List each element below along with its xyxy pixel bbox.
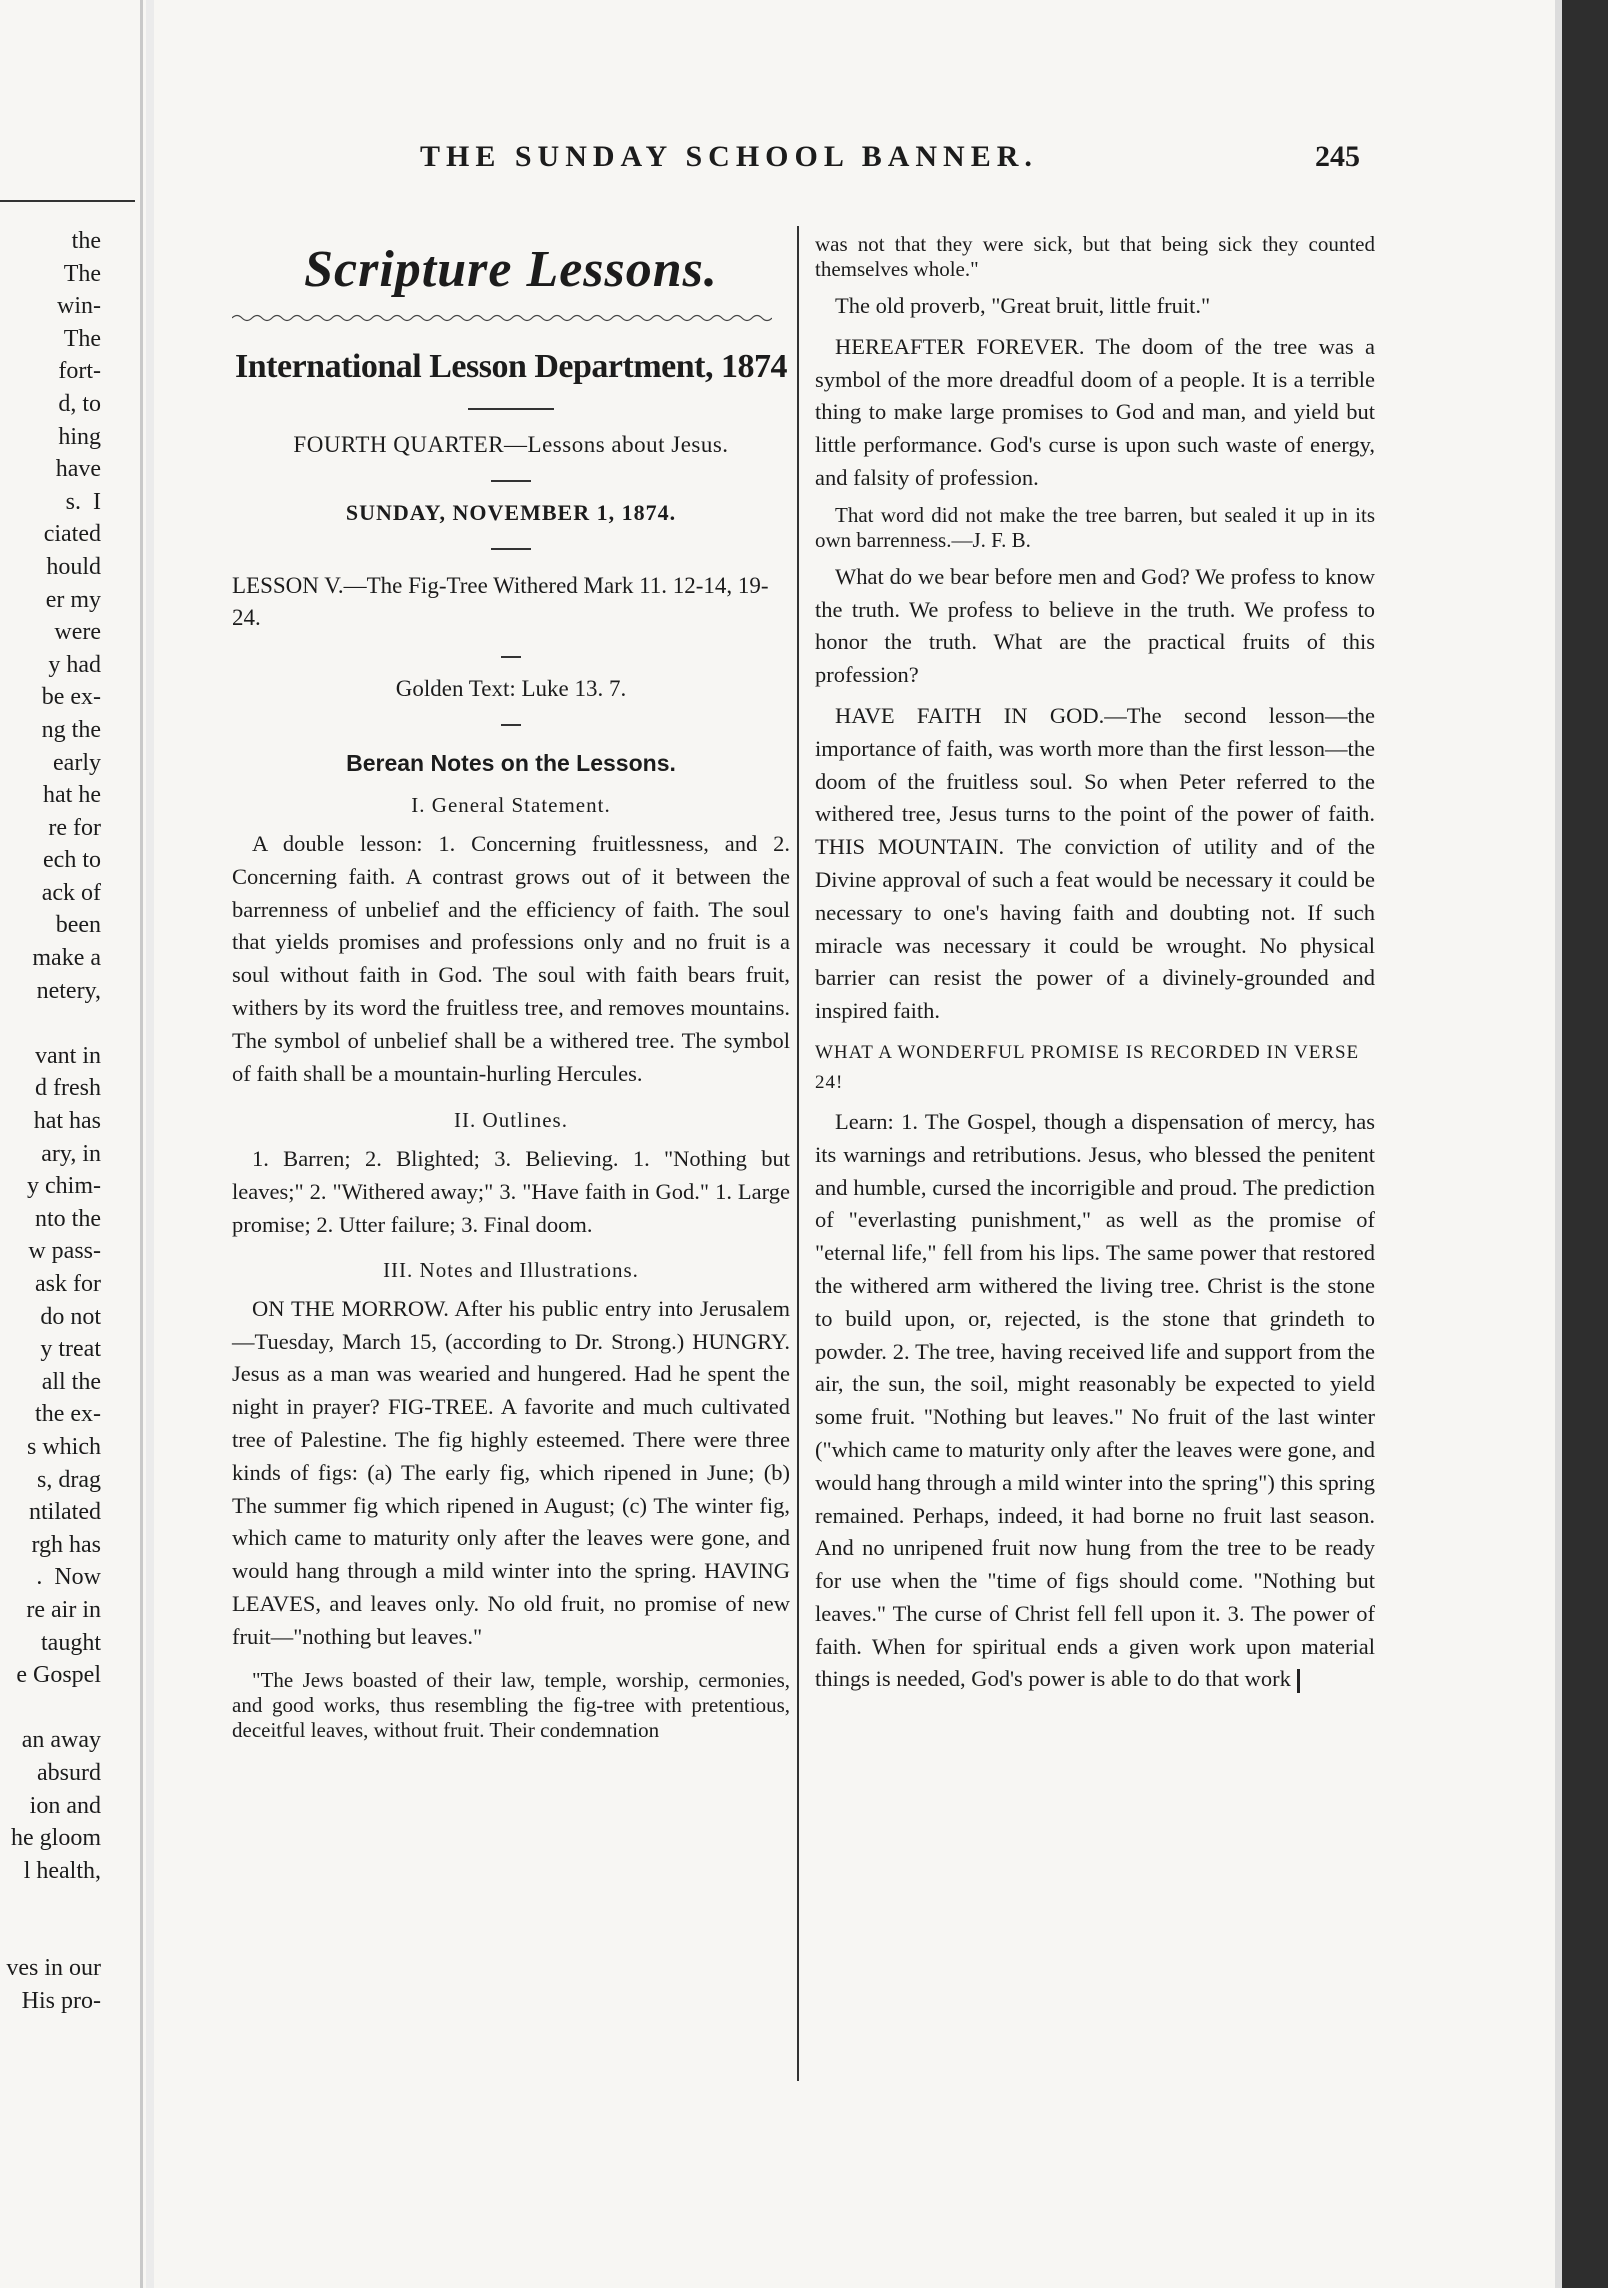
previous-page-line: the ex-: [35, 1401, 101, 1428]
profession-paragraph: What do we bear before men and God? We profess to know the truth. We profess to believe in the truth. We profess to honor the truth. What are the practical fruits of this profession?: [815, 563, 1375, 688]
previous-page-line: The: [63, 260, 101, 287]
previous-page-line: were: [54, 619, 101, 646]
previous-page-line: er my: [45, 586, 101, 613]
lesson-title: LESSON V.—The Fig-Tree Withered Mark 11. 12-14, 19-24.: [232, 573, 769, 630]
previous-page-line: been: [55, 912, 101, 939]
general-statement-paragraph: A double lesson: 1. Concerning fruitlessness, and 2. Concerning faith. A contrast grows out of it between the barrenness of unbelief and the efficiency of faith. The soul that yields promises and professions only and no fruit is a soul without faith in God. The soul with faith bears fruit, withers by its word the fruitless tree, and removes mountains. The symbol of unbelief shall be a withered tree. The symbol of faith shall be a mountain-hurling Hercules.: [232, 831, 790, 1086]
divider-rule: [501, 656, 521, 658]
divider-rule: [491, 480, 531, 482]
previous-page-line: s. I: [65, 488, 101, 515]
previous-page-line: [6, 1920, 101, 1953]
previous-page-line: early: [53, 749, 101, 776]
previous-page-line: make a: [32, 945, 101, 972]
previous-page-line: fort-: [58, 358, 101, 385]
divider-rule: [491, 548, 531, 550]
previous-page-line: l health,: [23, 1857, 101, 1884]
previous-page-line: vant in: [35, 1042, 101, 1069]
continued-paragraph: was not that they were sick, but that being sick they counted themselves whole.": [815, 232, 1375, 281]
previous-page-line: do not: [40, 1303, 101, 1330]
quarter-heading: FOURTH QUARTER—Lessons about Jesus.: [293, 432, 729, 457]
right-column: [815, 232, 1375, 1696]
left-column: [232, 230, 790, 1743]
previous-page-line: an away: [21, 1727, 101, 1754]
previous-page-line: ves in our: [6, 1955, 101, 1982]
department-title: International Lesson Department, 1874: [235, 348, 787, 385]
previous-page-text: [6, 225, 101, 2018]
previous-page-line: e Gospel: [16, 1662, 101, 1689]
divider-rule: [501, 724, 521, 726]
page-edge-dark: [1562, 0, 1608, 2288]
previous-page-line: nto the: [35, 1205, 101, 1232]
hereafter-forever-paragraph: HEREAFTER FOREVER. The doom of the tree was a symbol of the more dreadful doom of a people. It is a terrible thing to make large promises to God and man, and yield but little performance. God's curse is upon such waste of energy, and falsity of profession.: [815, 333, 1375, 490]
divider-rule: [468, 408, 554, 410]
previous-page-line: re air in: [26, 1596, 101, 1623]
learn-paragraph: [815, 1106, 1375, 1696]
previous-page-line: His pro-: [21, 1988, 101, 2015]
previous-page-fragment: [0, 0, 135, 2288]
previous-page-line: the: [71, 228, 101, 254]
previous-page-line: The: [63, 325, 101, 352]
previous-page-line: ask for: [35, 1271, 101, 1297]
section-title: Scripture Lessons.: [304, 241, 718, 298]
previous-page-line: be ex-: [41, 684, 101, 711]
previous-page-line: [6, 1007, 101, 1040]
promise-heading: [815, 1038, 1375, 1098]
lesson-date: SUNDAY, NOVEMBER 1, 1874.: [345, 500, 677, 525]
previous-page-line: hat he: [43, 782, 101, 809]
previous-page-line: w pass-: [28, 1238, 101, 1265]
learn-paragraph-text: Learn: 1. The Gospel, though a dispensation of mercy, has its warnings and retributions. Jesus, who blessed the penitent and humble, cursed the incorrigible and proud. The prediction of "everlasting punishment," as well as the promise of "eternal life," fell from his lips. The same power that restored the withered arm withered the living tree. Christ is the stone to build upon, or, rejected, is the stone that grindeth to powder. 2. The tree, having received life and support from the air, the sun, the soil, might reasonably be expected to yield some fruit. "Nothing but leaves." No fruit of the last winter ("which came to maturity only after the leaves were gone, and would hang through a mild winter into the spring") this spring remained. Perhaps, indeed, it had borne no fruit last season. And no unripened fruit now hung from the tree to be ready for use when the "time of figs should come. "Nothing but leaves." The curse of Christ fell fell upon it. 3. The power of faith. When for spiritual ends a given work upon material things is needed, God's power is able to do that work: [815, 1108, 1375, 1692]
previous-page-line: rgh has: [31, 1531, 101, 1558]
previous-page-line: s, drag: [37, 1466, 101, 1493]
previous-page-line: ntilated: [29, 1499, 101, 1526]
proverb-paragraph: The old proverb, "Great bruit, little fruit.": [835, 293, 1211, 318]
previous-page-line: ciated: [43, 521, 101, 548]
general-statement-heading: I. General Statement.: [411, 793, 611, 817]
previous-page-line: all the: [41, 1368, 101, 1395]
page-number: 245: [1315, 140, 1360, 173]
previous-page-line: d, to: [58, 390, 101, 417]
outlines-heading: II. Outlines.: [454, 1108, 568, 1133]
previous-page-line: taught: [41, 1629, 101, 1656]
previous-page-line: s which: [27, 1433, 101, 1460]
notes-heading: III. Notes and Illustrations.: [383, 1257, 639, 1282]
binding-gutter-shadow: [146, 0, 154, 2288]
previous-page-line: y treat: [40, 1336, 101, 1363]
previous-page-line: ech to: [43, 847, 101, 874]
notes-title: Berean Notes on the Lessons.: [346, 750, 676, 776]
quote-paragraph: "The Jews boasted of their law, temple, worship, cermonies, and good works, thus resembling the fig-tree with pretentious, deceitful leaves, without fruit. Their condemnation: [232, 1667, 790, 1742]
previous-page-line: [6, 1887, 101, 1920]
notes-paragraph: ON THE MORROW. After his public entry into Jerusalem—Tuesday, March 15, (according to Dr. Strong.) HUNGRY. Jesus as a man was wearied and hungered. Had he spent the night in prayer? FIG-TREE. A favorite and much cultivated tree of Palestine. The fig highly esteemed. There were three kinds of figs: (a) The early fig, which ripened in June; (b) The summer fig which ripened in August; (c) The winter fig, which came to maturity only after the leaves were gone, and would hang through a mild winter into the spring. HAVING LEAVES, and leaves only. No old fruit, no promise of new fruit—"nothing but leaves.": [232, 1295, 790, 1649]
previous-page-line: d fresh: [35, 1075, 101, 1102]
golden-text: Golden Text: Luke 13. 7.: [395, 676, 627, 701]
previous-page-line: ng the: [41, 716, 101, 743]
outlines-paragraph: 1. Barren; 2. Blighted; 3. Believing. 1. "Nothing but leaves;" 2. "Withered away;" 3. "Have faith in God." 1. Large promise; 2. Utter failure; 3. Final doom.: [232, 1146, 790, 1237]
line-end-mark: [1297, 1669, 1300, 1693]
running-head: THE SUNDAY SCHOOL BANNER.: [420, 140, 1038, 173]
previous-page-line: netery,: [36, 977, 101, 1004]
barren-tree-paragraph: That word did not make the tree barren, but sealed it up in its own barrenness.—J. F. B.: [815, 502, 1375, 552]
previous-page-line: hould: [46, 553, 101, 580]
previous-page-line: y chim-: [27, 1173, 101, 1200]
previous-page-line: [6, 1692, 101, 1725]
previous-page-line: y had: [48, 651, 101, 678]
previous-page-line: ion and: [29, 1792, 101, 1819]
previous-page-line: ack of: [41, 879, 101, 906]
column-rule: [797, 226, 799, 2081]
previous-page-line: hat has: [33, 1108, 101, 1135]
page-edge-light: [1555, 0, 1562, 2288]
previous-page-line: he gloom: [11, 1825, 101, 1852]
previous-page-line: have: [55, 456, 101, 483]
previous-page-line: hing: [58, 423, 101, 450]
promise-heading-text: WHAT A WONDERFUL PROMISE IS RECORDED IN VERSE 24!: [815, 1041, 1360, 1093]
faith-in-god-paragraph: HAVE FAITH IN GOD.—The second lesson—the importance of faith, was worth more than the first lesson—the doom of the fruitless soul. So when Peter referred to the withered tree, Jesus turns to the point of the power of faith. THIS MOUNTAIN. The conviction of utility and of the Divine approval of such a feat would be necessary it could be necessary to one's having faith and doubting not. If such miracle was necessary it could be wrought. No physical barrier can resist the power of a divinely-grounded and inspired faith.: [815, 702, 1375, 1024]
previous-page-line: ary, in: [41, 1140, 101, 1167]
previous-page-rule: [0, 200, 135, 202]
previous-page-line: win-: [57, 293, 101, 320]
previous-page-line: re for: [48, 814, 101, 841]
previous-page-line: . Now: [36, 1564, 101, 1591]
binding-gutter: [140, 0, 143, 2288]
wavy-ornament-rule: [232, 313, 772, 323]
previous-page-line: absurd: [37, 1759, 101, 1786]
